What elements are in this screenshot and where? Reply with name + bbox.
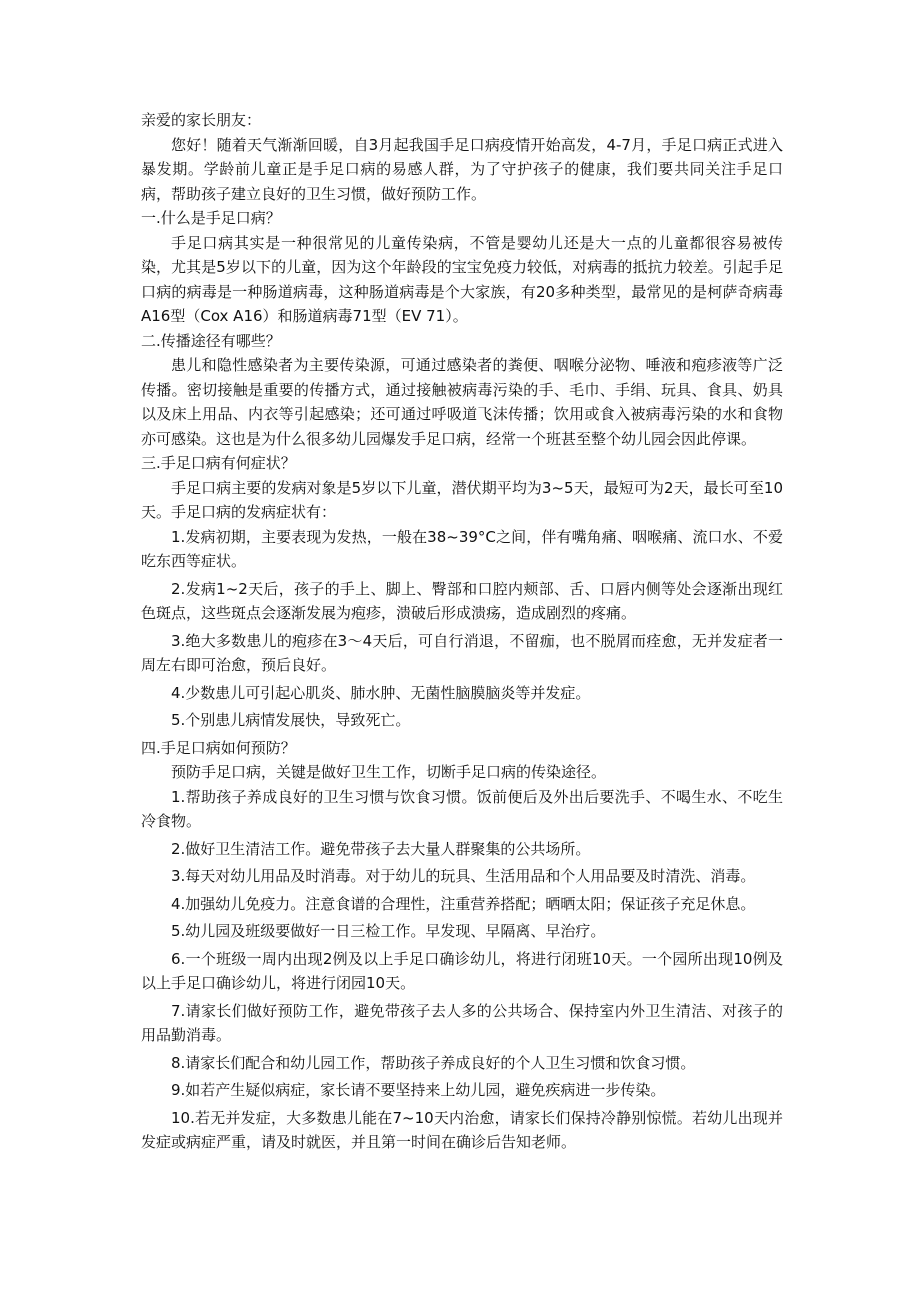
list-item: 6.一个班级一周内出现2例及以上手足口确诊幼儿，将进行闭班10天。一个园所出现10例及以上手足口确诊幼儿，将进行闭园10天。 (141, 949, 783, 992)
list-item: 1.帮助孩子养成良好的卫生习惯与饮食习惯。饭前便后及外出后要洗手、不喝生水、不吃生冷食物。 (141, 787, 783, 830)
section-paragraph: 患儿和隐性感染者为主要传染源，可通过感染者的粪便、咽喉分泌物、唾液和疱疹液等广泛传播。密切接触是重要的传播方式，通过接触被病毒污染的手、毛巾、手绢、玩具、食具、奶具以及床上用品、内衣等引起感染；还可通过呼吸道飞沫传播；饮用或食入被病毒污染的水和食物亦可感染。这也是为什么很多幼儿园爆发手足口病，经常一个班甚至整个幼儿园会因此停课。 (141, 356, 783, 448)
list-item: 3.每天对幼儿用品及时消毒。对于幼儿的玩具、生活用品和个人用品要及时清洗、消毒。 (171, 867, 756, 885)
section-what-is (141, 206, 783, 329)
section-prevention (141, 736, 783, 1155)
greeting: 亲爱的家长朋友： (141, 111, 262, 129)
section-transmission (141, 329, 783, 452)
section-paragraph: 手足口病其实是一种很常见的儿童传染病，不管是婴幼儿还是大一点的儿童都很容易被传染，尤其是5岁以下的儿童，因为这个年龄段的宝宝免疫力较低，对病毒的抵抗力较差。引起手足口病的病毒是一种肠道病毒，这种肠道病毒是个大家族，有20多种类型，最常见的是柯萨奇病毒A16型（Cox A16）和肠道病毒71型（EV 71）。 (141, 233, 783, 325)
section-paragraph: 预防手足口病，关键是做好卫生工作，切断手足口病的传染途径。 (171, 763, 607, 781)
list-item: 7.请家长们做好预防工作，避免带孩子去人多的公共场合、保持室内外卫生清洁、对孩子的用品勤消毒。 (141, 1001, 783, 1044)
list-item: 10.若无并发症，大多数患儿能在7~10天内治愈，请家长们保持冷静别惊慌。若幼儿出现并发症或病症严重，请及时就医，并且第一时间在确诊后告知老师。 (141, 1108, 783, 1151)
section-heading: 三.手足口病有何症状？ (141, 454, 296, 472)
list-item: 1.发病初期，主要表现为发热，一般在38~39°C之间，伴有嘴角痛、咽喉痛、流口水、不爱吃东西等症状。 (141, 527, 783, 570)
list-item: 2.发病1~2天后，孩子的手上、脚上、臀部和口腔内颊部、舌、口唇内侧等处会逐渐出现红色斑点，这些斑点会逐渐发展为疱疹，溃破后形成溃疡，造成剧烈的疼痛。 (141, 579, 783, 622)
list-item: 8.请家长们配合和幼儿园工作，帮助孩子养成良好的个人卫生习惯和饮食习惯。 (171, 1053, 696, 1072)
list-item: 9.如若产生疑似病症，家长请不要坚持来上幼儿园，避免疾病进一步传染。 (171, 1081, 666, 1099)
list-item: 5.个别患儿病情发展快，导致死亡。 (171, 711, 411, 729)
section-paragraph: 手足口病主要的发病对象是5岁以下儿童，潜伏期平均为3~5天，最短可为2天，最长可至10天。手足口病的发病症状有： (141, 478, 783, 521)
intro-paragraph: 您好！随着天气渐渐回暖，自3月起我国手足口病疫情开始高发，4-7月，手足口病正式进入暴发期。学龄前儿童正是手足口病的易感人群，为了守护孩子的健康，我们要共同关注手足口病，帮助孩子建立良好的卫生习惯，做好预防工作。 (141, 135, 783, 203)
list-item: 4.少数患儿可引起心肌炎、肺水肿、无菌性脑膜脑炎等并发症。 (171, 683, 591, 702)
list-item: 5.幼儿园及班级要做好一日三检工作。早发现、早隔离、早治疗。 (171, 922, 606, 940)
section-heading: 一.什么是手足口病？ (141, 209, 281, 227)
document-page (141, 108, 783, 1158)
section-heading: 二.传播途径有哪些？ (141, 331, 281, 350)
list-item: 3.绝大多数患儿的疱疹在3～4天后，可自行消退，不留痂，也不脱屑而痊愈，无并发症者一周左右即可治愈，预后良好。 (141, 631, 783, 674)
list-item: 4.加强幼儿免疫力。注意食谱的合理性，注重营养搭配；晒晒太阳；保证孩子充足休息。 (171, 894, 756, 913)
section-heading: 四.手足口病如何预防？ (141, 738, 296, 757)
list-item: 2.做好卫生清洁工作。避免带孩子去大量人群聚集的公共场所。 (171, 839, 591, 858)
section-symptoms (141, 451, 783, 733)
